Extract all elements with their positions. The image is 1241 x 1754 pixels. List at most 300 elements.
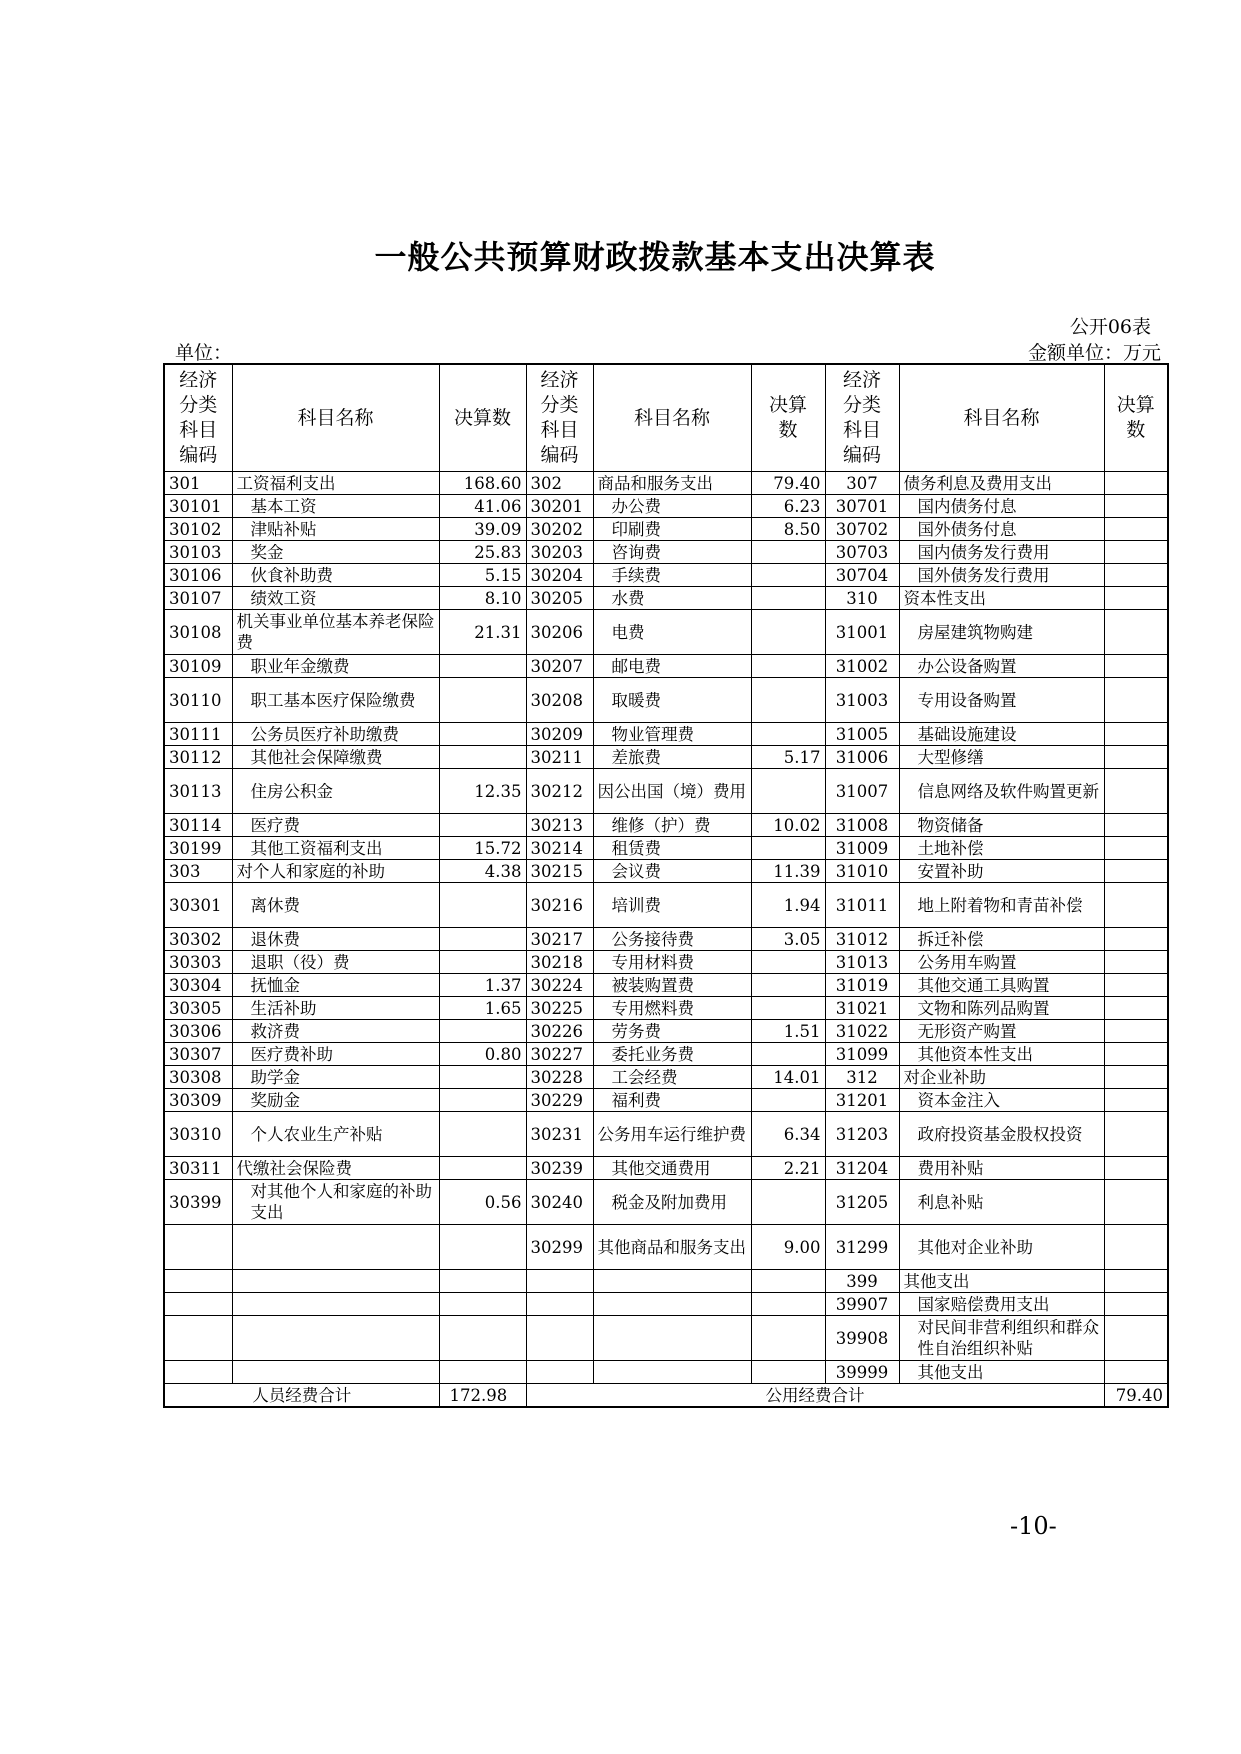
code-cell — [526, 1270, 593, 1293]
form-number: 公开06表 — [1069, 316, 1151, 338]
name-cell: 对其他个人和家庭的补助支出 — [232, 1180, 439, 1225]
name-cell: 大型修缮 — [899, 746, 1104, 769]
header-code: 经济分类科目编码 — [825, 364, 899, 472]
code-cell: 30110 — [164, 678, 232, 723]
amount-cell — [1104, 1180, 1168, 1225]
amount-cell: 14.01 — [751, 1066, 825, 1089]
code-cell: 30308 — [164, 1066, 232, 1089]
amount-cell — [1104, 746, 1168, 769]
amount-cell — [1104, 1089, 1168, 1112]
code-cell: 31022 — [825, 1020, 899, 1043]
amount-cell — [751, 564, 825, 587]
amount-cell: 4.38 — [439, 860, 526, 883]
name-cell: 其他支出 — [899, 1270, 1104, 1293]
code-cell: 30113 — [164, 769, 232, 814]
name-cell: 文物和陈列品购置 — [899, 997, 1104, 1020]
amount-cell — [1104, 1361, 1168, 1384]
code-cell: 30702 — [825, 518, 899, 541]
name-cell: 物业管理费 — [593, 723, 751, 746]
code-cell: 312 — [825, 1066, 899, 1089]
code-cell: 310 — [825, 587, 899, 610]
code-cell: 39908 — [825, 1316, 899, 1361]
amount-cell: 1.65 — [439, 997, 526, 1020]
name-cell: 取暖费 — [593, 678, 751, 723]
amount-cell — [439, 1316, 526, 1361]
amount-cell — [1104, 1293, 1168, 1316]
code-cell: 307 — [825, 472, 899, 495]
amount-cell — [1104, 1316, 1168, 1361]
amount-cell — [751, 1180, 825, 1225]
name-cell: 机关事业单位基本养老保险费 — [232, 610, 439, 655]
code-cell: 30305 — [164, 997, 232, 1020]
amount-cell — [751, 997, 825, 1020]
name-cell: 其他工资福利支出 — [232, 837, 439, 860]
table-row — [164, 541, 1168, 564]
amount-cell — [439, 723, 526, 746]
code-cell: 30240 — [526, 1180, 593, 1225]
amount-cell — [1104, 1112, 1168, 1157]
amount-cell — [751, 1043, 825, 1066]
table-row — [164, 1361, 1168, 1384]
header-amount: 决算数 — [1104, 364, 1168, 472]
code-cell: 30109 — [164, 655, 232, 678]
name-cell: 住房公积金 — [232, 769, 439, 814]
code-cell: 30701 — [825, 495, 899, 518]
amount-cell — [1104, 1225, 1168, 1270]
amount-cell — [751, 655, 825, 678]
code-cell: 303 — [164, 860, 232, 883]
amount-cell: 168.60 — [439, 472, 526, 495]
code-cell: 30108 — [164, 610, 232, 655]
name-cell: 公务用车购置 — [899, 951, 1104, 974]
amount-cell: 3.05 — [751, 928, 825, 951]
expenditure-table — [163, 363, 1169, 1408]
name-cell — [593, 1361, 751, 1384]
code-cell: 31021 — [825, 997, 899, 1020]
amount-cell — [1104, 723, 1168, 746]
amount-cell: 41.06 — [439, 495, 526, 518]
code-cell: 31299 — [825, 1225, 899, 1270]
name-cell: 其他交通工具购置 — [899, 974, 1104, 997]
name-cell: 抚恤金 — [232, 974, 439, 997]
name-cell: 对个人和家庭的补助 — [232, 860, 439, 883]
amount-cell — [1104, 1066, 1168, 1089]
code-cell: 30208 — [526, 678, 593, 723]
name-cell: 商品和服务支出 — [593, 472, 751, 495]
amount-cell — [439, 655, 526, 678]
name-cell: 印刷费 — [593, 518, 751, 541]
table-row — [164, 723, 1168, 746]
table-row — [164, 883, 1168, 928]
amount-cell — [439, 1020, 526, 1043]
amount-cell: 79.40 — [751, 472, 825, 495]
amount-cell — [751, 837, 825, 860]
name-cell: 政府投资基金股权投资 — [899, 1112, 1104, 1157]
amount-cell — [439, 1112, 526, 1157]
code-cell: 31019 — [825, 974, 899, 997]
code-cell: 30301 — [164, 883, 232, 928]
name-cell: 专用材料费 — [593, 951, 751, 974]
amount-cell — [1104, 472, 1168, 495]
amount-cell: 11.39 — [751, 860, 825, 883]
table-row — [164, 610, 1168, 655]
table-header-row — [164, 364, 1168, 472]
amount-cell — [1104, 837, 1168, 860]
code-cell: 31010 — [825, 860, 899, 883]
name-cell: 咨询费 — [593, 541, 751, 564]
table-row — [164, 1225, 1168, 1270]
name-cell — [593, 1270, 751, 1293]
name-cell — [232, 1270, 439, 1293]
code-cell: 31205 — [825, 1180, 899, 1225]
amount-cell: 0.80 — [439, 1043, 526, 1066]
name-cell: 公务员医疗补助缴费 — [232, 723, 439, 746]
code-cell: 30304 — [164, 974, 232, 997]
amount-cell: 6.34 — [751, 1112, 825, 1157]
code-cell: 31006 — [825, 746, 899, 769]
amount-cell: 1.94 — [751, 883, 825, 928]
name-cell: 国内债务发行费用 — [899, 541, 1104, 564]
totals-row — [164, 1384, 1168, 1408]
code-cell: 31012 — [825, 928, 899, 951]
name-cell: 医疗费 — [232, 814, 439, 837]
code-cell: 30107 — [164, 587, 232, 610]
table-row — [164, 1180, 1168, 1225]
page-number: -10- — [1010, 1512, 1057, 1540]
code-cell: 30101 — [164, 495, 232, 518]
code-cell — [526, 1361, 593, 1384]
name-cell: 退职（役）费 — [232, 951, 439, 974]
name-cell: 个人农业生产补贴 — [232, 1112, 439, 1157]
header-amount: 决算数 — [751, 364, 825, 472]
code-cell: 30302 — [164, 928, 232, 951]
name-cell: 绩效工资 — [232, 587, 439, 610]
code-cell: 302 — [526, 472, 593, 495]
code-cell — [526, 1293, 593, 1316]
table-row — [164, 472, 1168, 495]
name-cell: 基础设施建设 — [899, 723, 1104, 746]
amount-cell: 1.51 — [751, 1020, 825, 1043]
code-cell: 30199 — [164, 837, 232, 860]
table-row — [164, 655, 1168, 678]
code-cell: 399 — [825, 1270, 899, 1293]
name-cell: 对民间非营利组织和群众性自治组织补贴 — [899, 1316, 1104, 1361]
header-code: 经济分类科目编码 — [164, 364, 232, 472]
amount-cell: 6.23 — [751, 495, 825, 518]
amount-cell: 9.00 — [751, 1225, 825, 1270]
code-cell: 30703 — [825, 541, 899, 564]
code-cell: 31003 — [825, 678, 899, 723]
name-cell: 工资福利支出 — [232, 472, 439, 495]
amount-cell — [751, 1270, 825, 1293]
table-row — [164, 1270, 1168, 1293]
name-cell — [593, 1293, 751, 1316]
code-cell: 30310 — [164, 1112, 232, 1157]
table-row — [164, 1089, 1168, 1112]
code-cell: 39907 — [825, 1293, 899, 1316]
name-cell: 代缴社会保险费 — [232, 1157, 439, 1180]
code-cell: 31201 — [825, 1089, 899, 1112]
name-cell: 维修（护）费 — [593, 814, 751, 837]
code-cell: 30229 — [526, 1089, 593, 1112]
amount-cell — [1104, 678, 1168, 723]
code-cell: 30111 — [164, 723, 232, 746]
name-cell: 无形资产购置 — [899, 1020, 1104, 1043]
amount-cell — [1104, 655, 1168, 678]
amount-cell — [751, 1316, 825, 1361]
personnel-total-label: 人员经费合计 — [164, 1384, 439, 1408]
name-cell: 其他支出 — [899, 1361, 1104, 1384]
amount-cell: 5.17 — [751, 746, 825, 769]
code-cell: 30307 — [164, 1043, 232, 1066]
code-cell: 30102 — [164, 518, 232, 541]
header-name: 科目名称 — [899, 364, 1104, 472]
code-cell: 30207 — [526, 655, 593, 678]
code-cell: 31008 — [825, 814, 899, 837]
amount-cell — [751, 678, 825, 723]
name-cell: 职业年金缴费 — [232, 655, 439, 678]
code-cell: 31204 — [825, 1157, 899, 1180]
table-row — [164, 1020, 1168, 1043]
table-row — [164, 587, 1168, 610]
amount-cell — [439, 746, 526, 769]
amount-cell: 0.56 — [439, 1180, 526, 1225]
code-cell — [164, 1270, 232, 1293]
code-cell: 30209 — [526, 723, 593, 746]
amount-cell — [439, 1225, 526, 1270]
name-cell: 邮电费 — [593, 655, 751, 678]
name-cell: 基本工资 — [232, 495, 439, 518]
amount-cell: 21.31 — [439, 610, 526, 655]
amount-cell — [1104, 1020, 1168, 1043]
page-title: 一般公共预算财政拨款基本支出决算表 — [374, 238, 936, 276]
amount-cell — [751, 951, 825, 974]
amount-cell: 39.09 — [439, 518, 526, 541]
amount-cell — [1104, 928, 1168, 951]
name-cell: 办公设备购置 — [899, 655, 1104, 678]
public-total-label: 公用经费合计 — [526, 1384, 1104, 1408]
name-cell: 公务接待费 — [593, 928, 751, 951]
amount-cell — [751, 610, 825, 655]
table-row — [164, 1293, 1168, 1316]
code-cell — [164, 1225, 232, 1270]
name-cell: 专用设备购置 — [899, 678, 1104, 723]
name-cell — [232, 1225, 439, 1270]
table-row — [164, 746, 1168, 769]
code-cell: 30112 — [164, 746, 232, 769]
name-cell: 国外债务发行费用 — [899, 564, 1104, 587]
code-cell: 39999 — [825, 1361, 899, 1384]
code-cell: 30303 — [164, 951, 232, 974]
amount-cell: 25.83 — [439, 541, 526, 564]
code-cell: 30106 — [164, 564, 232, 587]
code-cell: 30306 — [164, 1020, 232, 1043]
name-cell: 劳务费 — [593, 1020, 751, 1043]
name-cell: 租赁费 — [593, 837, 751, 860]
header-name: 科目名称 — [593, 364, 751, 472]
code-cell: 31009 — [825, 837, 899, 860]
amount-cell — [1104, 564, 1168, 587]
name-cell: 债务利息及费用支出 — [899, 472, 1104, 495]
amount-cell — [1104, 769, 1168, 814]
code-cell: 30704 — [825, 564, 899, 587]
name-cell: 其他社会保障缴费 — [232, 746, 439, 769]
name-cell: 福利费 — [593, 1089, 751, 1112]
code-cell: 30202 — [526, 518, 593, 541]
name-cell: 培训费 — [593, 883, 751, 928]
code-cell — [164, 1293, 232, 1316]
code-cell: 30214 — [526, 837, 593, 860]
name-cell: 助学金 — [232, 1066, 439, 1089]
amount-cell: 8.50 — [751, 518, 825, 541]
name-cell: 退休费 — [232, 928, 439, 951]
code-cell: 31099 — [825, 1043, 899, 1066]
code-cell — [164, 1361, 232, 1384]
table-row — [164, 928, 1168, 951]
code-cell: 30103 — [164, 541, 232, 564]
amount-cell: 12.35 — [439, 769, 526, 814]
amount-cell: 10.02 — [751, 814, 825, 837]
name-cell: 公务用车运行维护费 — [593, 1112, 751, 1157]
code-cell: 30204 — [526, 564, 593, 587]
name-cell: 地上附着物和青苗补偿 — [899, 883, 1104, 928]
table-row — [164, 1316, 1168, 1361]
code-cell: 30205 — [526, 587, 593, 610]
name-cell — [593, 1316, 751, 1361]
amount-cell — [1104, 974, 1168, 997]
code-cell: 30225 — [526, 997, 593, 1020]
name-cell: 房屋建筑物购建 — [899, 610, 1104, 655]
amount-cell: 2.21 — [751, 1157, 825, 1180]
code-cell: 30311 — [164, 1157, 232, 1180]
code-cell: 30203 — [526, 541, 593, 564]
unit-label: 单位： — [175, 342, 233, 364]
amount-cell: 1.37 — [439, 974, 526, 997]
code-cell: 30215 — [526, 860, 593, 883]
name-cell: 拆迁补偿 — [899, 928, 1104, 951]
amount-cell — [1104, 541, 1168, 564]
amount-cell: 5.15 — [439, 564, 526, 587]
code-cell: 30206 — [526, 610, 593, 655]
amount-cell — [1104, 951, 1168, 974]
table-row — [164, 951, 1168, 974]
name-cell: 费用补贴 — [899, 1157, 1104, 1180]
amount-cell — [439, 1361, 526, 1384]
amount-cell — [439, 1066, 526, 1089]
table-row — [164, 997, 1168, 1020]
amount-cell — [1104, 883, 1168, 928]
name-cell: 安置补助 — [899, 860, 1104, 883]
amount-cell — [439, 1293, 526, 1316]
name-cell: 其他交通费用 — [593, 1157, 751, 1180]
name-cell: 医疗费补助 — [232, 1043, 439, 1066]
amount-cell — [1104, 1157, 1168, 1180]
name-cell: 其他商品和服务支出 — [593, 1225, 751, 1270]
name-cell: 离休费 — [232, 883, 439, 928]
amount-cell: 8.10 — [439, 587, 526, 610]
code-cell: 31013 — [825, 951, 899, 974]
name-cell: 其他资本性支出 — [899, 1043, 1104, 1066]
name-cell: 救济费 — [232, 1020, 439, 1043]
code-cell — [526, 1316, 593, 1361]
name-cell — [232, 1361, 439, 1384]
name-cell: 对企业补助 — [899, 1066, 1104, 1089]
table-row — [164, 860, 1168, 883]
amount-cell — [439, 883, 526, 928]
name-cell: 委托业务费 — [593, 1043, 751, 1066]
name-cell: 国外债务付息 — [899, 518, 1104, 541]
table-row — [164, 495, 1168, 518]
amount-cell — [1104, 1043, 1168, 1066]
table-row — [164, 678, 1168, 723]
code-cell: 30224 — [526, 974, 593, 997]
name-cell: 物资储备 — [899, 814, 1104, 837]
amount-cell — [751, 769, 825, 814]
amount-cell — [439, 1089, 526, 1112]
amount-cell — [751, 974, 825, 997]
code-cell: 30309 — [164, 1089, 232, 1112]
code-cell: 31005 — [825, 723, 899, 746]
code-cell: 30239 — [526, 1157, 593, 1180]
amount-cell: 15.72 — [439, 837, 526, 860]
public-total-value: 79.40 — [1104, 1384, 1168, 1408]
name-cell: 伙食补助费 — [232, 564, 439, 587]
table-row — [164, 1157, 1168, 1180]
name-cell: 因公出国（境）费用 — [593, 769, 751, 814]
code-cell: 30226 — [526, 1020, 593, 1043]
name-cell: 电费 — [593, 610, 751, 655]
code-cell: 31011 — [825, 883, 899, 928]
code-cell: 301 — [164, 472, 232, 495]
name-cell: 利息补贴 — [899, 1180, 1104, 1225]
amount-unit: 金额单位：万元 — [1027, 342, 1161, 364]
code-cell: 30231 — [526, 1112, 593, 1157]
personnel-total-value: 172.98 — [439, 1384, 526, 1408]
name-cell: 其他对企业补助 — [899, 1225, 1104, 1270]
amount-cell — [439, 814, 526, 837]
name-cell: 手续费 — [593, 564, 751, 587]
name-cell: 津贴补贴 — [232, 518, 439, 541]
name-cell: 奖金 — [232, 541, 439, 564]
table-row — [164, 974, 1168, 997]
name-cell: 国家赔偿费用支出 — [899, 1293, 1104, 1316]
table-row — [164, 1043, 1168, 1066]
name-cell — [232, 1316, 439, 1361]
table-row — [164, 564, 1168, 587]
header-amount: 决算数 — [439, 364, 526, 472]
code-cell: 30399 — [164, 1180, 232, 1225]
amount-cell — [751, 723, 825, 746]
amount-cell — [439, 678, 526, 723]
amount-cell — [439, 928, 526, 951]
name-cell: 专用燃料费 — [593, 997, 751, 1020]
code-cell: 30114 — [164, 814, 232, 837]
amount-cell — [1104, 997, 1168, 1020]
code-cell: 30201 — [526, 495, 593, 518]
amount-cell — [1104, 587, 1168, 610]
code-cell — [164, 1316, 232, 1361]
code-cell: 31007 — [825, 769, 899, 814]
header-code: 经济分类科目编码 — [526, 364, 593, 472]
name-cell: 土地补偿 — [899, 837, 1104, 860]
amount-cell — [1104, 518, 1168, 541]
table-row — [164, 518, 1168, 541]
amount-cell — [1104, 1270, 1168, 1293]
code-cell: 30227 — [526, 1043, 593, 1066]
table-row — [164, 1066, 1168, 1089]
code-cell: 31001 — [825, 610, 899, 655]
code-cell: 30299 — [526, 1225, 593, 1270]
